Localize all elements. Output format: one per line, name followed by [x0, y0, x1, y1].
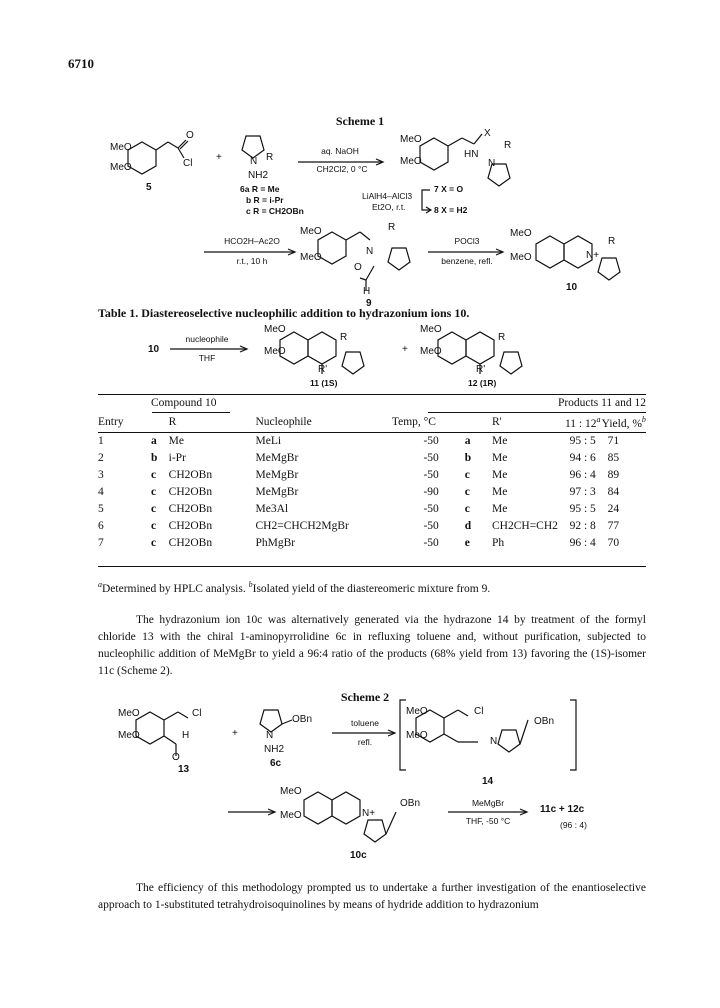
footnote-b-mark: b	[248, 580, 253, 589]
cell-temp: -50	[423, 468, 439, 481]
scheme2-arrow1-bottom: refl.	[357, 737, 373, 747]
table-row	[98, 449, 646, 466]
cell-r: i-Pr	[168, 451, 186, 464]
compound9-label: 9	[366, 298, 372, 309]
scheme1-arrow1-top: aq. NaOH	[321, 146, 359, 156]
header-yield-cell	[602, 412, 646, 432]
cell-entry: 2	[98, 451, 104, 464]
compound5-meo-bottom: MeO	[110, 162, 132, 173]
cell-nucleophile: MeMgBr	[255, 468, 299, 481]
compound10c-structure	[296, 784, 426, 850]
compound6c-nh2: NH2	[264, 744, 285, 755]
compound9-h: H	[363, 286, 371, 297]
compound10c-meo-bottom: MeO	[280, 810, 302, 821]
compound13-meo-bottom: MeO	[118, 730, 140, 741]
cell-entry: 4	[98, 485, 104, 498]
table1-group-products: Products 11 and 12	[557, 397, 646, 409]
compound9-n: N	[366, 246, 374, 257]
cell-code: b	[150, 451, 158, 464]
scheme2-arrow2	[448, 808, 530, 816]
scheme1-arrow2-bottom: r.t., 10 h	[236, 256, 268, 266]
cell-rprime: Ph	[492, 536, 505, 549]
product12-r: R	[498, 332, 506, 343]
product78-structure	[412, 130, 522, 190]
table-row	[98, 500, 646, 517]
compound6c-obn: OBn	[292, 714, 313, 725]
amine6-n: N	[250, 156, 258, 167]
cell-pcode: c	[464, 502, 470, 515]
table1-plus: +	[402, 344, 408, 355]
cell-pcode: d	[464, 519, 472, 532]
product12-label: 12 (1R)	[468, 378, 497, 388]
compound10-meo-top: MeO	[510, 228, 532, 239]
table1-arrow-top: nucleophile	[185, 334, 229, 344]
page-number: 6710	[68, 56, 94, 71]
compound9-meo-top: MeO	[300, 226, 322, 237]
product78-n: N	[488, 158, 496, 169]
amine6-nh2: NH2	[248, 170, 269, 181]
compound13-cl: Cl	[192, 708, 202, 719]
compound10c-meo-top: MeO	[280, 786, 302, 797]
product12-meo-top: MeO	[420, 324, 442, 335]
header-ratio-mark: a	[596, 414, 601, 424]
paragraph-2	[98, 880, 646, 914]
table-row	[98, 517, 646, 534]
table1-header-row	[98, 412, 646, 432]
product78-r: R	[504, 140, 512, 151]
reduction-reagent: LiAlH4–AlCl3	[362, 191, 413, 201]
cell-yield: 84	[607, 485, 620, 498]
cell-r: CH2OBn	[168, 485, 213, 498]
header-yield: Yield, %	[601, 417, 642, 430]
compound6c-label: 6c	[270, 758, 282, 769]
amine6-variant-a: 6a R = Me	[240, 184, 280, 194]
compound5-cl: Cl	[183, 158, 193, 169]
product7-label: 7 X = O	[434, 184, 464, 194]
compound10c-nplus: N+	[362, 808, 376, 819]
product11-structure	[272, 326, 382, 386]
cell-entry: 3	[98, 468, 104, 481]
table1-arrow-bottom: THF	[198, 353, 216, 363]
scheme1-arrow3-top: POCl3	[454, 236, 480, 246]
header-nucleophile: Nucleophile	[255, 416, 312, 428]
product12-meo-bottom: MeO	[420, 346, 442, 357]
product12-rprime: R'	[476, 364, 486, 375]
scheme2-arrow1	[332, 729, 398, 737]
cell-yield: 24	[607, 502, 620, 515]
product11-label: 11 (1S)	[310, 378, 338, 388]
compound14-label: 14	[482, 776, 494, 787]
cell-r: CH2OBn	[168, 536, 213, 549]
scheme2-arrow2-top: MeMgBr	[471, 798, 505, 808]
scheme1-plus: +	[216, 152, 222, 163]
table1-reaction-start: 10	[148, 344, 160, 355]
compound14-cl: Cl	[474, 706, 484, 717]
cell-rprime: Me	[492, 434, 508, 447]
cell-rprime: Me	[492, 485, 508, 498]
compound5-meo-top: MeO	[110, 142, 132, 153]
amine6-r: R	[266, 152, 274, 163]
table-row	[98, 534, 646, 551]
compound6c-n: N	[266, 730, 274, 741]
product78-x: X	[484, 128, 491, 139]
product78-meo-top: MeO	[400, 134, 422, 145]
cell-ratio: 95 : 5	[569, 434, 596, 447]
cell-nucleophile: MeMgBr	[255, 485, 299, 498]
cell-temp: -50	[423, 536, 439, 549]
scheme1-arrow2-top: HCO2H–Ac2O	[224, 236, 280, 246]
cell-temp: -50	[423, 502, 439, 515]
paragraph-1-text: The hydrazonium ion 10c was alternatively generated via the hydrazone 14 by treatment of the formyl chloride 13 with the chiral 1-aminopyrrolidine 6c in refluxing toluene and, without purification, subjected to nucleophilic addition of MeMgBr to yield a 96:4 ratio of the products (68% yield from 13) favoring the (1S)-isomer 11c (Scheme 2).	[98, 614, 646, 677]
cell-ratio: 95 : 5	[569, 502, 596, 515]
compound14-meo-bottom: MeO	[406, 730, 428, 741]
cell-nucleophile: MeLi	[255, 434, 282, 447]
cell-pcode: b	[464, 451, 472, 464]
product11-rprime: R'	[318, 364, 328, 375]
scheme1-arrow3-bottom: benzene, refl.	[441, 256, 493, 266]
scheme2-products: 11c + 12c	[540, 804, 585, 815]
compound13-o: O	[172, 752, 180, 763]
table1-arrow	[170, 345, 250, 353]
header-entry: Entry	[98, 416, 124, 428]
compound10-label: 10	[566, 282, 578, 293]
compound5-label: 5	[146, 182, 152, 193]
table-row	[98, 432, 646, 449]
table1-group-compound: Compound 10	[150, 397, 217, 409]
cell-rprime: CH2CH=CH2	[492, 519, 558, 532]
cell-rprime: Me	[492, 502, 508, 515]
product11-meo-top: MeO	[264, 324, 286, 335]
scheme1-title: Scheme 1	[335, 114, 385, 128]
cell-nucleophile: MeMgBr	[255, 451, 299, 464]
cell-entry: 7	[98, 536, 104, 549]
compound10-structure	[528, 228, 638, 288]
cell-r: CH2OBn	[168, 502, 213, 515]
cell-temp: -50	[423, 434, 439, 447]
amine6-structure	[232, 132, 292, 172]
cell-yield: 71	[607, 434, 620, 447]
compound10-nplus: N+	[586, 250, 600, 261]
cell-r: Me	[168, 434, 184, 447]
compound10-r: R	[608, 236, 616, 247]
cell-temp: -90	[423, 485, 439, 498]
cell-code: c	[150, 519, 157, 532]
header-yield-mark: b	[641, 414, 646, 424]
table1	[98, 394, 646, 551]
header-rprime: R'	[492, 416, 502, 428]
compound13-h: H	[182, 730, 190, 741]
cell-yield: 85	[607, 451, 620, 464]
footnote-a-mark: a	[98, 580, 102, 589]
scheme1-arrow3	[428, 248, 506, 256]
compound10c-obn: OBn	[400, 798, 421, 809]
compound13-meo-top: MeO	[118, 708, 140, 719]
cell-pcode: c	[464, 485, 470, 498]
cell-ratio: 96 : 4	[569, 468, 596, 481]
cell-code: c	[150, 485, 157, 498]
cell-pcode: c	[464, 468, 470, 481]
compound10-meo-bottom: MeO	[510, 252, 532, 263]
paragraph-1	[98, 612, 646, 680]
scheme2-continuation-arrow	[228, 808, 278, 816]
scheme2-ratio: (96 : 4)	[560, 820, 587, 830]
compound9-r: R	[388, 222, 396, 233]
cell-code: c	[150, 468, 157, 481]
product78-meo-bottom: MeO	[400, 156, 422, 167]
product11-r: R	[340, 332, 348, 343]
header-r: R	[168, 416, 177, 428]
table1-footnotes	[98, 580, 490, 595]
cell-entry: 6	[98, 519, 104, 532]
header-ratio: 11 : 12	[564, 417, 597, 430]
header-temp: Temp, °C	[391, 416, 436, 428]
compound10c-label: 10c	[350, 850, 367, 861]
table-row	[98, 483, 646, 500]
cell-entry: 1	[98, 434, 104, 447]
product78-hn: HN	[464, 149, 479, 160]
cell-r: CH2OBn	[168, 468, 213, 481]
cell-ratio: 96 : 4	[569, 536, 596, 549]
cell-ratio: 94 : 6	[569, 451, 596, 464]
footnote-a: Determined by HPLC analysis.	[102, 582, 246, 595]
cell-nucleophile: Me3Al	[255, 502, 289, 515]
product11-meo-bottom: MeO	[264, 346, 286, 357]
scheme1-arrow1-bottom: CH2Cl2, 0 °C	[316, 164, 368, 174]
header-ratio-cell	[564, 412, 602, 432]
cell-r: CH2OBn	[168, 519, 213, 532]
cell-code: c	[150, 502, 157, 515]
footnote-b: Isolated yield of the diastereomeric mixture from 9.	[252, 582, 491, 595]
amine6-variant-c: c R = CH2OBn	[246, 206, 304, 216]
cell-entry: 5	[98, 502, 104, 515]
compound14-n: N	[490, 736, 498, 747]
table1-bottom-rule	[98, 566, 646, 567]
table1-group-header-row	[98, 394, 646, 412]
cell-code: c	[150, 536, 157, 549]
compound9-meo-bottom: MeO	[300, 252, 322, 263]
cell-temp: -50	[423, 519, 439, 532]
cell-ratio: 92 : 8	[569, 519, 596, 532]
cell-yield: 77	[607, 519, 620, 532]
scheme1-arrow2	[204, 248, 298, 256]
cell-rprime: Me	[492, 451, 508, 464]
reduction-conditions: Et2O, r.t.	[372, 202, 406, 212]
cell-ratio: 97 : 3	[569, 485, 596, 498]
compound6c-structure	[250, 706, 313, 746]
compound13-label: 13	[178, 764, 190, 775]
scheme2-arrow1-top: toluene	[351, 718, 379, 728]
cell-nucleophile: PhMgBr	[255, 536, 296, 549]
compound14-obn: OBn	[534, 716, 555, 727]
amine6-variant-b: b R = i-Pr	[246, 195, 284, 205]
compound5-o: O	[186, 130, 194, 141]
cell-temp: -50	[423, 451, 439, 464]
table1-caption: Table 1. Diastereoselective nucleophilic addition to hydrazonium ions 10.	[98, 306, 470, 320]
scheme2-plus: +	[232, 728, 238, 739]
scheme2-title: Scheme 2	[340, 690, 390, 704]
product12-structure	[430, 326, 540, 386]
table-row	[98, 466, 646, 483]
cell-nucleophile: CH2=CHCH2MgBr	[255, 519, 349, 532]
cell-rprime: Me	[492, 468, 508, 481]
compound14-meo-top: MeO	[406, 706, 428, 717]
compound9-o: O	[354, 262, 362, 273]
paragraph-2-text: The efficiency of this methodology prompted us to undertake a further investigation of the enantioselective approach to 1-substituted tetrahydroisoquinolines by means of hydride addition to hydrazonium	[98, 882, 646, 911]
cell-code: a	[150, 434, 157, 447]
cell-yield: 70	[607, 536, 620, 549]
product8-label: 8 X = H2	[434, 205, 468, 215]
scheme2-arrow2-bottom: THF, -50 °C	[465, 816, 511, 826]
cell-yield: 89	[607, 468, 620, 481]
cell-pcode: a	[464, 434, 471, 447]
cell-pcode: e	[464, 536, 470, 549]
